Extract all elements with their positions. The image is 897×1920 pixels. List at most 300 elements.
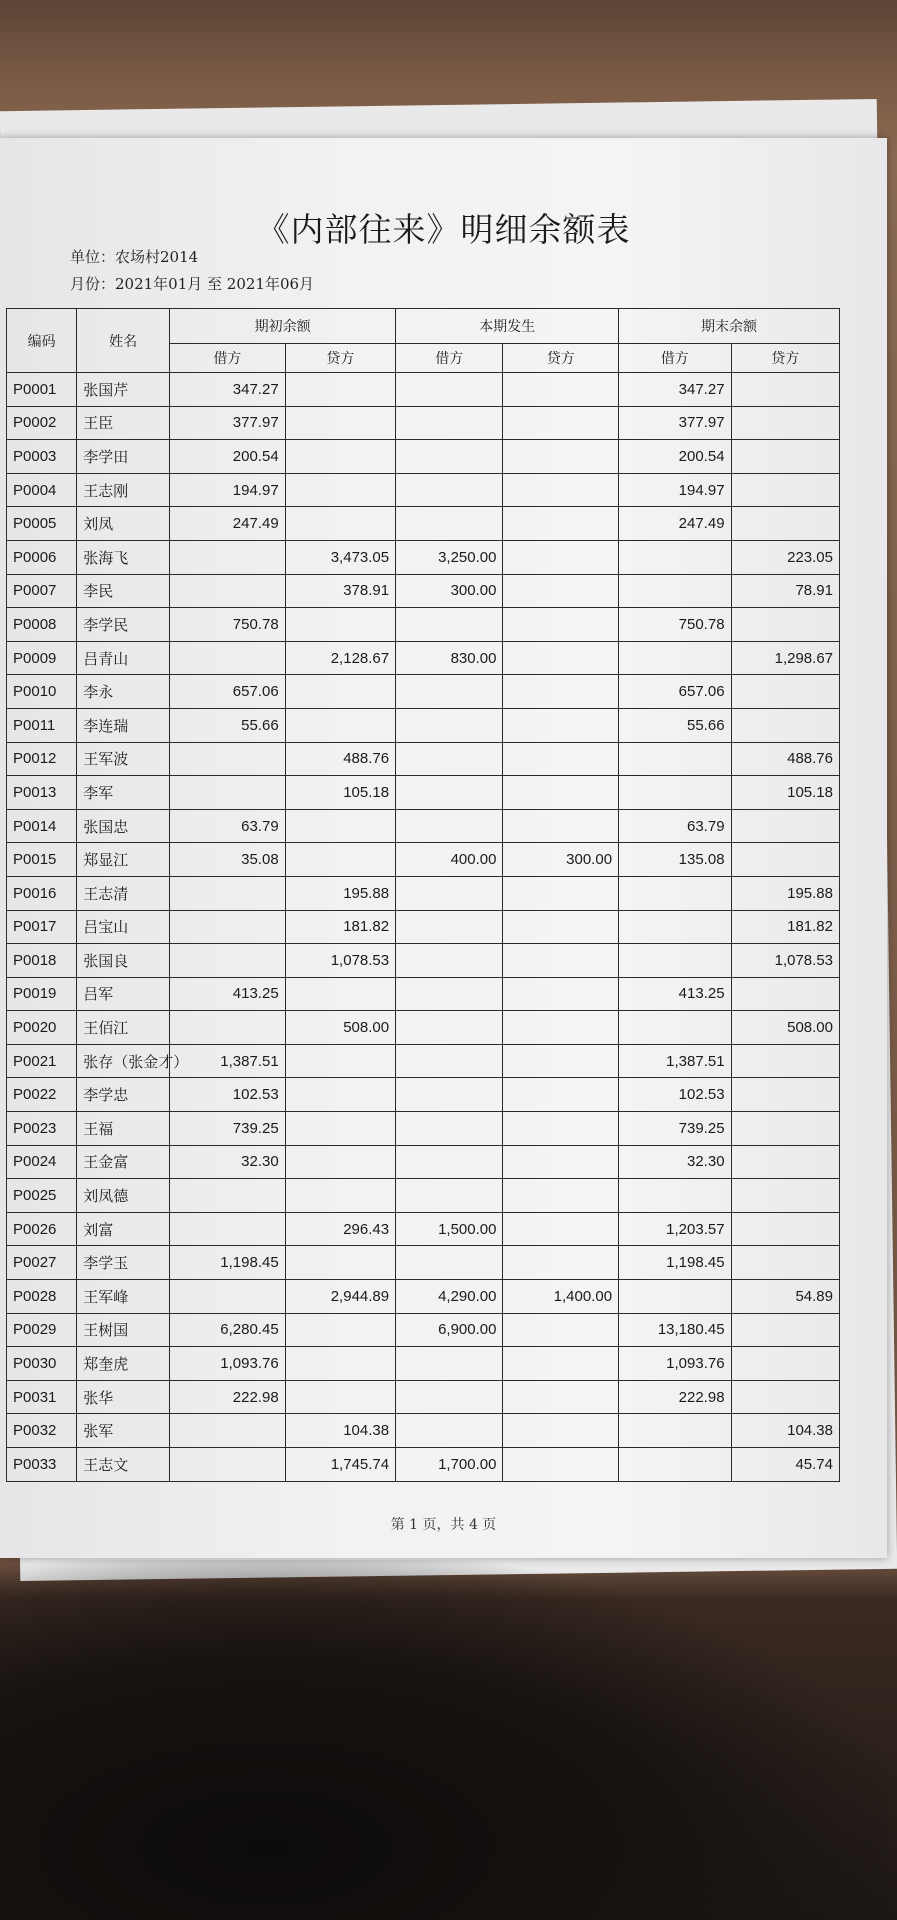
row-closing-debit <box>619 910 732 944</box>
row-period-credit <box>503 776 619 810</box>
ledger-body <box>7 373 840 1482</box>
row-period-credit: 300.00 <box>503 843 619 877</box>
row-closing-credit: 195.88 <box>731 876 839 910</box>
row-opening-debit <box>170 574 286 608</box>
row-closing-debit <box>619 1280 732 1314</box>
row-code: P0026 <box>7 1212 77 1246</box>
row-closing-debit: 1,387.51 <box>619 1044 732 1078</box>
table-row <box>7 608 840 642</box>
row-closing-debit: 63.79 <box>619 809 732 843</box>
row-code: P0021 <box>7 1044 77 1078</box>
row-name: 王军峰 <box>77 1280 170 1314</box>
row-closing-credit: 181.82 <box>731 910 839 944</box>
row-code: P0010 <box>7 675 77 709</box>
row-closing-credit: 488.76 <box>731 742 839 776</box>
row-opening-debit: 750.78 <box>170 608 286 642</box>
row-period-credit <box>503 1145 619 1179</box>
row-closing-credit <box>731 809 839 843</box>
row-code: P0019 <box>7 977 77 1011</box>
row-closing-debit <box>619 1414 732 1448</box>
row-period-debit <box>396 608 503 642</box>
table-row <box>7 742 840 776</box>
row-code: P0003 <box>7 440 77 474</box>
row-name: 李连瑞 <box>77 708 170 742</box>
header-closing-debit: 借方 <box>619 344 732 373</box>
row-closing-credit <box>731 608 839 642</box>
row-closing-debit <box>619 574 732 608</box>
row-opening-credit <box>285 507 395 541</box>
row-opening-credit: 105.18 <box>285 776 395 810</box>
unit-label: 单位：农场村2014 <box>70 248 199 266</box>
row-opening-credit <box>285 1044 395 1078</box>
row-period-credit <box>503 507 619 541</box>
row-closing-debit: 1,203.57 <box>619 1212 732 1246</box>
row-closing-debit: 347.27 <box>619 373 732 407</box>
row-closing-debit <box>619 1448 732 1482</box>
row-closing-debit: 222.98 <box>619 1380 732 1414</box>
row-period-credit <box>503 944 619 978</box>
row-code: P0001 <box>7 373 77 407</box>
row-code: P0031 <box>7 1380 77 1414</box>
row-closing-credit: 1,298.67 <box>731 641 839 675</box>
row-closing-credit: 104.38 <box>731 1414 839 1448</box>
row-closing-credit <box>731 708 839 742</box>
row-name: 吕青山 <box>77 641 170 675</box>
header-closing-credit: 贷方 <box>731 344 839 373</box>
row-closing-debit: 13,180.45 <box>619 1313 732 1347</box>
row-closing-debit: 657.06 <box>619 675 732 709</box>
table-row <box>7 1313 840 1347</box>
row-period-credit <box>503 1078 619 1112</box>
row-code: P0012 <box>7 742 77 776</box>
row-opening-credit <box>285 1313 395 1347</box>
row-name: 王树国 <box>77 1313 170 1347</box>
row-code: P0009 <box>7 641 77 675</box>
row-name: 刘富 <box>77 1212 170 1246</box>
row-opening-debit <box>170 1179 286 1213</box>
row-name: 王志清 <box>77 876 170 910</box>
row-opening-credit <box>285 1078 395 1112</box>
table-row <box>7 843 840 877</box>
row-opening-debit <box>170 944 286 978</box>
row-closing-credit <box>731 843 839 877</box>
row-closing-debit <box>619 1011 732 1045</box>
row-closing-debit: 135.08 <box>619 843 732 877</box>
row-period-debit: 400.00 <box>396 843 503 877</box>
table-row <box>7 1078 840 1112</box>
row-period-debit <box>396 1112 503 1146</box>
row-name: 郑显江 <box>77 843 170 877</box>
row-closing-debit: 1,198.45 <box>619 1246 732 1280</box>
row-closing-credit: 1,078.53 <box>731 944 839 978</box>
row-period-credit <box>503 440 619 474</box>
row-period-debit <box>396 776 503 810</box>
row-closing-debit <box>619 776 732 810</box>
row-code: P0029 <box>7 1313 77 1347</box>
row-closing-debit <box>619 1179 732 1213</box>
row-period-credit <box>503 574 619 608</box>
row-opening-credit: 2,128.67 <box>285 641 395 675</box>
row-opening-credit <box>285 675 395 709</box>
row-period-debit <box>396 1347 503 1381</box>
row-period-debit <box>396 440 503 474</box>
table-row <box>7 540 840 574</box>
row-opening-credit: 104.38 <box>285 1414 395 1448</box>
row-opening-debit: 1,198.45 <box>170 1246 286 1280</box>
row-code: P0018 <box>7 944 77 978</box>
row-opening-debit: 413.25 <box>170 977 286 1011</box>
row-code: P0014 <box>7 809 77 843</box>
table-row <box>7 1246 840 1280</box>
row-period-credit <box>503 1246 619 1280</box>
row-name: 刘凤 <box>77 507 170 541</box>
row-closing-credit <box>731 1347 839 1381</box>
row-period-debit <box>396 675 503 709</box>
row-code: P0004 <box>7 473 77 507</box>
row-name: 李民 <box>77 574 170 608</box>
row-code: P0005 <box>7 507 77 541</box>
row-opening-debit <box>170 1280 286 1314</box>
row-period-debit <box>396 406 503 440</box>
row-name: 王志刚 <box>77 473 170 507</box>
row-opening-credit: 3,473.05 <box>285 540 395 574</box>
row-closing-credit <box>731 1246 839 1280</box>
table-row <box>7 1179 840 1213</box>
row-opening-debit: 347.27 <box>170 373 286 407</box>
row-period-credit <box>503 809 619 843</box>
row-closing-credit <box>731 1313 839 1347</box>
row-period-debit <box>396 1145 503 1179</box>
row-closing-debit <box>619 540 732 574</box>
row-closing-debit: 194.97 <box>619 473 732 507</box>
row-closing-credit <box>731 1145 839 1179</box>
row-period-debit: 830.00 <box>396 641 503 675</box>
table-row <box>7 1212 840 1246</box>
row-period-debit <box>396 1179 503 1213</box>
row-closing-credit <box>731 1212 839 1246</box>
row-period-debit <box>396 507 503 541</box>
row-name: 李学玉 <box>77 1246 170 1280</box>
row-code: P0028 <box>7 1280 77 1314</box>
row-name: 王军波 <box>77 742 170 776</box>
row-name: 李学田 <box>77 440 170 474</box>
row-name: 张海飞 <box>77 540 170 574</box>
row-period-debit <box>396 1246 503 1280</box>
header-name: 姓名 <box>77 309 170 373</box>
table-row <box>7 910 840 944</box>
row-code: P0013 <box>7 776 77 810</box>
row-period-debit <box>396 910 503 944</box>
row-opening-credit <box>285 1179 395 1213</box>
row-period-credit <box>503 373 619 407</box>
row-code: P0020 <box>7 1011 77 1045</box>
row-opening-debit: 1,093.76 <box>170 1347 286 1381</box>
row-code: P0002 <box>7 406 77 440</box>
row-opening-debit: 739.25 <box>170 1112 286 1146</box>
row-closing-credit <box>731 977 839 1011</box>
row-closing-debit <box>619 742 732 776</box>
row-closing-credit <box>731 373 839 407</box>
row-opening-debit <box>170 1212 286 1246</box>
row-period-debit <box>396 977 503 1011</box>
table-row <box>7 1347 840 1381</box>
row-period-debit: 4,290.00 <box>396 1280 503 1314</box>
row-closing-credit <box>731 675 839 709</box>
row-period-debit <box>396 1011 503 1045</box>
row-closing-debit: 377.97 <box>619 406 732 440</box>
table-row <box>7 776 840 810</box>
row-period-debit: 3,250.00 <box>396 540 503 574</box>
row-name: 王福 <box>77 1112 170 1146</box>
row-closing-debit <box>619 944 732 978</box>
row-opening-credit <box>285 843 395 877</box>
table-row <box>7 473 840 507</box>
row-opening-credit <box>285 473 395 507</box>
row-closing-debit: 750.78 <box>619 608 732 642</box>
row-period-credit <box>503 1179 619 1213</box>
row-opening-debit: 1,387.51 <box>170 1044 286 1078</box>
row-period-debit <box>396 1078 503 1112</box>
row-closing-credit: 508.00 <box>731 1011 839 1045</box>
row-opening-debit <box>170 540 286 574</box>
row-name: 吕军 <box>77 977 170 1011</box>
row-code: P0032 <box>7 1414 77 1448</box>
row-closing-debit: 32.30 <box>619 1145 732 1179</box>
row-opening-debit: 377.97 <box>170 406 286 440</box>
row-opening-credit: 181.82 <box>285 910 395 944</box>
row-closing-debit <box>619 876 732 910</box>
row-closing-debit: 55.66 <box>619 708 732 742</box>
row-name: 李学民 <box>77 608 170 642</box>
row-closing-credit <box>731 1380 839 1414</box>
row-opening-debit <box>170 1011 286 1045</box>
row-period-debit <box>396 1414 503 1448</box>
row-period-credit <box>503 1011 619 1045</box>
table-row <box>7 675 840 709</box>
table-row <box>7 876 840 910</box>
row-closing-credit <box>731 1179 839 1213</box>
row-code: P0025 <box>7 1179 77 1213</box>
row-opening-credit: 2,944.89 <box>285 1280 395 1314</box>
row-period-debit <box>396 473 503 507</box>
row-opening-debit <box>170 776 286 810</box>
row-closing-debit: 102.53 <box>619 1078 732 1112</box>
header-closing: 期末余额 <box>619 309 840 344</box>
row-name: 张华 <box>77 1380 170 1414</box>
header-opening: 期初余额 <box>170 309 396 344</box>
page-footer: 第 1 页，共 4 页 <box>390 1517 497 1533</box>
row-code: P0033 <box>7 1448 77 1482</box>
row-opening-credit <box>285 708 395 742</box>
table-row <box>7 1280 840 1314</box>
row-closing-credit <box>731 507 839 541</box>
header-period: 本期发生 <box>396 309 619 344</box>
row-period-debit: 1,700.00 <box>396 1448 503 1482</box>
row-opening-debit: 200.54 <box>170 440 286 474</box>
row-opening-debit: 222.98 <box>170 1380 286 1414</box>
row-period-credit <box>503 1347 619 1381</box>
row-opening-debit: 6,280.45 <box>170 1313 286 1347</box>
page-title: 《内部往来》明细余额表 <box>256 210 631 249</box>
table-row <box>7 977 840 1011</box>
table-row <box>7 1380 840 1414</box>
row-name: 王佰江 <box>77 1011 170 1045</box>
row-period-debit: 300.00 <box>396 574 503 608</box>
row-closing-credit: 54.89 <box>731 1280 839 1314</box>
row-opening-credit: 488.76 <box>285 742 395 776</box>
row-opening-credit: 1,745.74 <box>285 1448 395 1482</box>
table-row <box>7 440 840 474</box>
row-opening-credit: 1,078.53 <box>285 944 395 978</box>
row-code: P0022 <box>7 1078 77 1112</box>
row-closing-credit: 105.18 <box>731 776 839 810</box>
row-code: P0027 <box>7 1246 77 1280</box>
row-opening-credit: 296.43 <box>285 1212 395 1246</box>
row-code: P0030 <box>7 1347 77 1381</box>
row-opening-credit <box>285 1145 395 1179</box>
month-label: 月份：2021年01月 至 2021年06月 <box>70 275 315 293</box>
row-period-credit <box>503 977 619 1011</box>
row-opening-debit: 32.30 <box>170 1145 286 1179</box>
row-opening-credit: 378.91 <box>285 574 395 608</box>
row-period-debit <box>396 809 503 843</box>
row-opening-debit <box>170 910 286 944</box>
row-period-debit: 6,900.00 <box>396 1313 503 1347</box>
row-period-debit <box>396 708 503 742</box>
row-period-credit <box>503 1044 619 1078</box>
row-code: P0023 <box>7 1112 77 1146</box>
row-opening-credit <box>285 1246 395 1280</box>
row-period-credit <box>503 1212 619 1246</box>
row-period-debit <box>396 1380 503 1414</box>
row-closing-debit: 247.49 <box>619 507 732 541</box>
row-period-credit <box>503 708 619 742</box>
row-closing-credit: 223.05 <box>731 540 839 574</box>
header-code: 编码 <box>7 309 77 373</box>
table-row <box>7 708 840 742</box>
row-code: P0008 <box>7 608 77 642</box>
table-row <box>7 373 840 407</box>
row-code: P0016 <box>7 876 77 910</box>
row-code: P0011 <box>7 708 77 742</box>
row-period-credit <box>503 1448 619 1482</box>
row-opening-credit <box>285 1347 395 1381</box>
row-opening-debit <box>170 876 286 910</box>
row-period-credit <box>503 1414 619 1448</box>
row-period-credit <box>503 406 619 440</box>
table-row <box>7 1011 840 1045</box>
row-name: 张军 <box>77 1414 170 1448</box>
row-code: P0007 <box>7 574 77 608</box>
row-opening-credit <box>285 440 395 474</box>
row-closing-credit <box>731 406 839 440</box>
row-closing-credit: 45.74 <box>731 1448 839 1482</box>
row-period-credit: 1,400.00 <box>503 1280 619 1314</box>
row-opening-debit: 102.53 <box>170 1078 286 1112</box>
row-period-credit <box>503 742 619 776</box>
row-period-credit <box>503 1313 619 1347</box>
row-name: 刘凤德 <box>77 1179 170 1213</box>
desk-shadow <box>0 1560 887 1920</box>
row-opening-debit: 55.66 <box>170 708 286 742</box>
row-closing-credit <box>731 1078 839 1112</box>
table-row <box>7 944 840 978</box>
row-opening-debit <box>170 641 286 675</box>
table-row <box>7 809 840 843</box>
header-opening-debit: 借方 <box>170 344 286 373</box>
row-opening-credit <box>285 1112 395 1146</box>
row-name: 李学忠 <box>77 1078 170 1112</box>
row-name: 吕宝山 <box>77 910 170 944</box>
row-period-debit <box>396 1044 503 1078</box>
row-opening-credit <box>285 809 395 843</box>
row-opening-debit: 247.49 <box>170 507 286 541</box>
row-opening-credit: 195.88 <box>285 876 395 910</box>
row-period-credit <box>503 608 619 642</box>
header-period-debit: 借方 <box>396 344 503 373</box>
row-name: 郑奎虎 <box>77 1347 170 1381</box>
row-period-debit <box>396 373 503 407</box>
table-row <box>7 1145 840 1179</box>
row-code: P0006 <box>7 540 77 574</box>
row-period-debit: 1,500.00 <box>396 1212 503 1246</box>
row-name: 张国良 <box>77 944 170 978</box>
row-name: 张国芹 <box>77 373 170 407</box>
row-opening-credit: 508.00 <box>285 1011 395 1045</box>
row-closing-debit: 1,093.76 <box>619 1347 732 1381</box>
row-opening-credit <box>285 977 395 1011</box>
row-opening-credit <box>285 1380 395 1414</box>
row-name: 张存（张金才） <box>77 1044 170 1078</box>
row-name: 王志文 <box>77 1448 170 1482</box>
row-opening-debit: 194.97 <box>170 473 286 507</box>
row-closing-debit <box>619 641 732 675</box>
table-row <box>7 406 840 440</box>
row-code: P0017 <box>7 910 77 944</box>
row-name: 王金富 <box>77 1145 170 1179</box>
row-name: 李永 <box>77 675 170 709</box>
row-closing-credit <box>731 1112 839 1146</box>
row-period-credit <box>503 473 619 507</box>
row-period-credit <box>503 1380 619 1414</box>
table-row <box>7 1112 840 1146</box>
row-opening-credit <box>285 406 395 440</box>
header-period-credit: 贷方 <box>503 344 619 373</box>
row-name: 李军 <box>77 776 170 810</box>
row-opening-debit: 657.06 <box>170 675 286 709</box>
row-closing-credit <box>731 1044 839 1078</box>
table-row <box>7 1044 840 1078</box>
row-period-credit <box>503 641 619 675</box>
row-name: 王臣 <box>77 406 170 440</box>
row-closing-credit <box>731 473 839 507</box>
row-code: P0015 <box>7 843 77 877</box>
table-row <box>7 507 840 541</box>
row-opening-debit <box>170 1414 286 1448</box>
row-opening-debit <box>170 1448 286 1482</box>
row-closing-debit: 200.54 <box>619 440 732 474</box>
row-period-credit <box>503 1112 619 1146</box>
row-opening-debit: 63.79 <box>170 809 286 843</box>
table-row <box>7 1448 840 1482</box>
row-period-debit <box>396 944 503 978</box>
row-opening-debit <box>170 742 286 776</box>
row-opening-credit <box>285 373 395 407</box>
row-period-debit <box>396 876 503 910</box>
header-opening-credit: 贷方 <box>285 344 395 373</box>
row-period-debit <box>396 742 503 776</box>
row-closing-debit: 413.25 <box>619 977 732 1011</box>
